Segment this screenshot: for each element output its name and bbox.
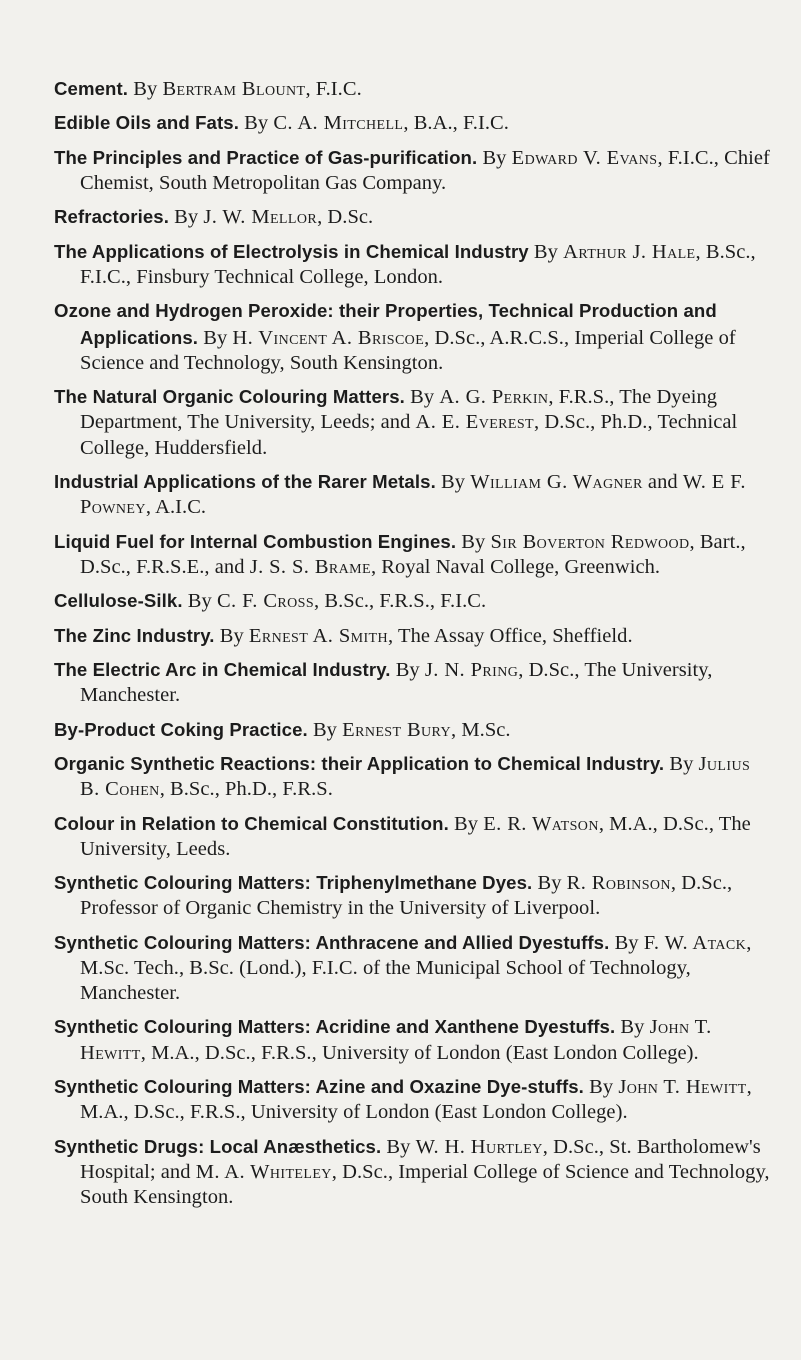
entry-by: By bbox=[532, 872, 567, 895]
list-item bbox=[54, 657, 774, 708]
entry-title: The Principles and Practice of Gas-purification. bbox=[54, 146, 478, 168]
entry-author: F. W. Atack bbox=[643, 931, 747, 954]
entry-affiliation: , D.Sc., Professor of Organic Chemistry in the University of Liverpool. bbox=[80, 872, 733, 920]
entry-by: By bbox=[390, 658, 425, 681]
entry-affiliation: , B.Sc., F.R.S., F.I.C. bbox=[314, 590, 487, 613]
entry-second-affiliation: , D.Sc., Imperial College of Science and Technology, South Kensington. bbox=[80, 1160, 770, 1209]
list-item bbox=[54, 623, 774, 649]
entry-second-author: M. A. Whiteley bbox=[195, 1160, 332, 1183]
list-item bbox=[54, 930, 774, 1007]
entry-title: Colour in Relation to Chemical Constitution. bbox=[54, 812, 449, 834]
entry-by: By bbox=[404, 386, 440, 409]
entry-affiliation: and bbox=[642, 470, 683, 493]
entry-title: Industrial Applications of the Rarer Metals. bbox=[54, 470, 436, 492]
entry-by: By bbox=[198, 326, 233, 349]
entry-title: Edible Oils and Fats. bbox=[54, 112, 239, 134]
entry-author: Ernest Bury bbox=[342, 718, 452, 741]
list-item bbox=[54, 811, 774, 862]
entry-by: By bbox=[238, 112, 274, 135]
list-item bbox=[54, 1014, 774, 1065]
entry-affiliation: , Bart., D.Sc., F.R.S.E., and bbox=[80, 530, 746, 578]
entry-second-author: W. E F. Powney bbox=[80, 470, 746, 519]
entry-title: Ozone and Hydrogen Peroxide: their Properties, Technical Production and Applications. bbox=[54, 300, 717, 348]
entry-affiliation: , M.A., D.Sc., The University, Leeds. bbox=[80, 812, 751, 860]
entry-author: John T. Hewitt bbox=[80, 1016, 712, 1064]
entry-second-affiliation: , D.Sc., Ph.D., Technical College, Huddersfield. bbox=[80, 411, 738, 459]
entry-author: R. Robinson bbox=[566, 872, 671, 895]
entry-by: By bbox=[615, 1016, 650, 1039]
list-item bbox=[54, 76, 774, 102]
entry-by: By bbox=[435, 470, 471, 493]
list-item bbox=[54, 588, 774, 614]
entry-affiliation: , D.Sc. bbox=[317, 206, 374, 229]
entry-title: Liquid Fuel for Internal Combustion Engines. bbox=[54, 530, 457, 552]
entry-author: Bertram Blount bbox=[162, 78, 306, 100]
entry-title: The Applications of Electrolysis in Chemical Industry bbox=[54, 240, 529, 262]
list-item bbox=[54, 145, 774, 196]
list-item bbox=[54, 717, 774, 743]
entry-title: The Zinc Industry. bbox=[54, 624, 215, 646]
entry-affiliation: , F.R.S., The Dyeing Department, The University, Leeds; and bbox=[80, 386, 718, 434]
entry-by: By bbox=[214, 624, 249, 647]
entry-author: J. N. Pring bbox=[424, 658, 519, 681]
list-item bbox=[54, 1074, 774, 1125]
entry-affiliation: , B.Sc., F.I.C., Finsbury Technical College, London. bbox=[80, 240, 756, 288]
entry-second-author: A. E. Everest bbox=[415, 411, 534, 434]
entry-author: Edward V. Evans bbox=[511, 146, 658, 169]
entry-title: By-Product Coking Practice. bbox=[54, 718, 308, 740]
entry-author: E. R. Watson bbox=[483, 812, 599, 835]
entry-author: John T. Hewitt bbox=[618, 1076, 747, 1099]
entry-affiliation: , F.I.C., Chief Chemist, South Metropolitan Gas Company. bbox=[80, 146, 770, 194]
entry-by: By bbox=[528, 240, 564, 263]
entry-affiliation: , F.I.C. bbox=[305, 78, 362, 100]
entry-by: By bbox=[664, 752, 699, 775]
entry-author: William G. Wagner bbox=[470, 470, 643, 493]
entry-title: Synthetic Colouring Matters: Triphenylmethane Dyes. bbox=[54, 872, 533, 894]
entry-affiliation: , M.Sc. bbox=[451, 718, 511, 741]
entry-author: C. A. Mitchell bbox=[273, 112, 404, 135]
entry-second-affiliation: , A.I.C. bbox=[145, 496, 207, 519]
entry-author: H. Vincent A. Briscoe bbox=[232, 326, 425, 349]
entry-title: Refractories. bbox=[54, 206, 169, 228]
entry-by: By bbox=[477, 146, 512, 169]
entry-affiliation: , M.A., D.Sc., F.R.S., University of London (East London College). bbox=[80, 1076, 752, 1124]
entry-author: A. G. Perkin bbox=[439, 386, 549, 409]
list-item bbox=[54, 298, 774, 376]
entry-by: By bbox=[448, 812, 484, 835]
entry-affiliation: , D.Sc., A.R.C.S., Imperial College of Science and Technology, South Kensington. bbox=[80, 326, 736, 374]
entry-affiliation: , M.A., D.Sc., F.R.S., University of London (East London College). bbox=[140, 1041, 699, 1064]
list-item bbox=[54, 110, 774, 136]
entry-title: Organic Synthetic Reactions: their Application to Chemical Industry. bbox=[54, 752, 665, 774]
entry-affiliation: , M.Sc. Tech., B.Sc. (Lond.), F.I.C. of the Municipal School of Technology, Manchester. bbox=[80, 931, 752, 1005]
entry-title: Synthetic Colouring Matters: Azine and Oxazine Dye-stuffs. bbox=[54, 1076, 584, 1098]
list-item bbox=[54, 384, 774, 461]
entry-by: By bbox=[128, 78, 163, 100]
entry-by: By bbox=[609, 931, 644, 954]
entry-title: Cellulose-Silk. bbox=[54, 590, 183, 612]
entry-author: Sir Boverton Redwood bbox=[490, 530, 690, 553]
entry-author: C. F. Cross bbox=[216, 590, 315, 613]
list-item bbox=[54, 469, 774, 520]
entry-title: Cement. bbox=[54, 78, 129, 99]
entry-by: By bbox=[583, 1076, 619, 1099]
entry-title: Synthetic Colouring Matters: Acridine and Xanthene Dyestuffs. bbox=[54, 1016, 616, 1038]
list-item bbox=[54, 239, 774, 290]
entry-by: By bbox=[168, 206, 204, 229]
entry-author: Ernest A. Smith bbox=[248, 624, 389, 647]
entry-second-author: J. S. S. Brame bbox=[249, 555, 371, 578]
entry-affiliation: , The Assay Office, Sheffield. bbox=[388, 624, 633, 647]
entry-by: By bbox=[307, 718, 343, 741]
entry-second-affiliation: , Royal Naval College, Greenwich. bbox=[370, 555, 661, 578]
entry-affiliation: , B.Sc., Ph.D., F.R.S. bbox=[159, 778, 333, 801]
book-list bbox=[54, 76, 774, 1218]
entry-title: The Electric Arc in Chemical Industry. bbox=[54, 658, 391, 680]
list-item bbox=[54, 870, 774, 921]
list-item bbox=[54, 1134, 774, 1211]
entry-title: The Natural Organic Colouring Matters. bbox=[54, 386, 405, 408]
entry-author: W. H. Hurtley bbox=[415, 1135, 543, 1158]
entry-by: By bbox=[182, 590, 217, 613]
entry-title: Synthetic Drugs: Local Anæsthetics. bbox=[54, 1135, 382, 1157]
list-item bbox=[54, 204, 774, 230]
list-item bbox=[54, 529, 774, 580]
entry-affiliation: , D.Sc., The University, Manchester. bbox=[80, 658, 713, 707]
entry-by: By bbox=[381, 1135, 416, 1158]
entry-title: Synthetic Colouring Matters: Anthracene and Allied Dyestuffs. bbox=[54, 931, 610, 953]
entry-author: Julius B. Cohen bbox=[80, 752, 751, 801]
entry-author: Arthur J. Hale bbox=[563, 240, 696, 263]
list-item bbox=[54, 751, 774, 802]
entry-affiliation: , D.Sc., St. Bartholomew's Hospital; and bbox=[80, 1135, 761, 1183]
entry-by: By bbox=[456, 530, 491, 553]
entry-affiliation: , B.A., F.I.C. bbox=[403, 112, 509, 135]
entry-author: J. W. Mellor bbox=[203, 206, 318, 229]
